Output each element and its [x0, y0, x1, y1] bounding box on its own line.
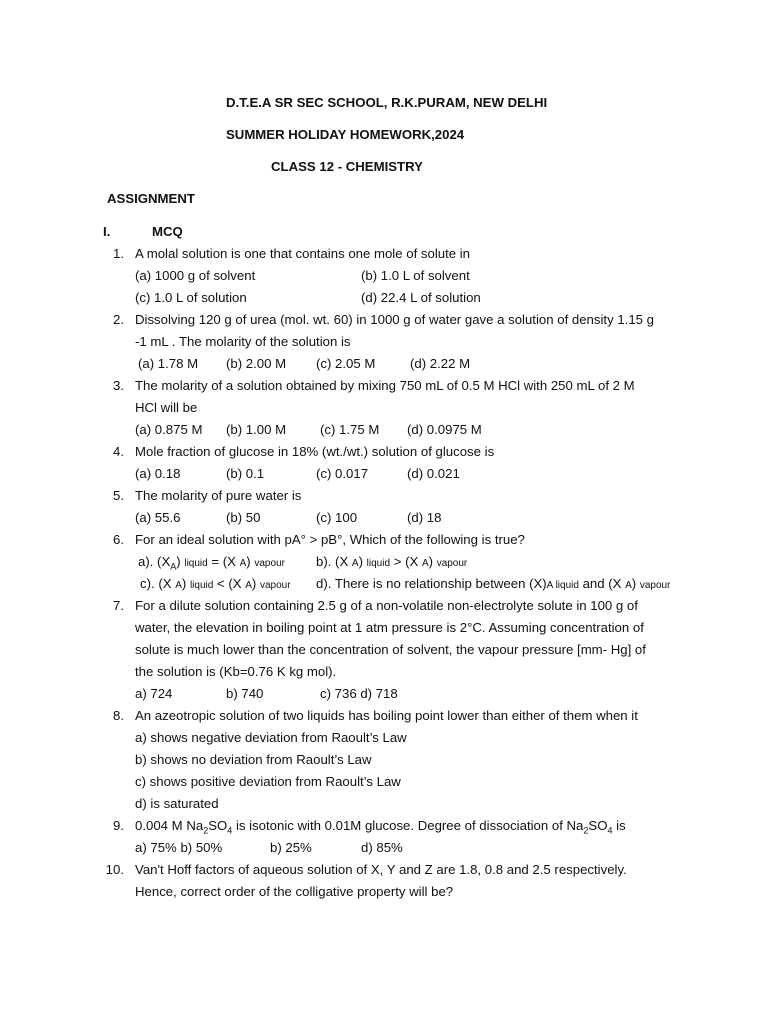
option-d: (d) 22.4 L of solution [361, 290, 481, 305]
question-text: water, the elevation in boiling point at 1 atm pressure is 2°C. Assuming concentration of [135, 620, 644, 635]
question-text: Hence, correct order of the colligative property will be? [135, 884, 454, 899]
option-a: (a) 0.18 [135, 466, 181, 481]
section-title: MCQ [152, 224, 183, 239]
question-text: A molal solution is one that contains one mole of solute in [135, 246, 471, 261]
option-d: (d) 2.22 M [410, 356, 471, 371]
option-d: d) 85% [361, 840, 403, 855]
option-b: (b) 1.0 L of solvent [361, 268, 470, 283]
question-text: Mole fraction of glucose in 18% (wt./wt.) solution of glucose is [135, 444, 495, 459]
option-c: c). (X A) liquid < (X A) vapour [140, 576, 291, 591]
question-text: An azeotropic solution of two liquids has boiling point lower than either of them when it [135, 708, 638, 723]
question-number: 10. [105, 862, 124, 877]
option-b: b). (X A) liquid > (X A) vapour [316, 554, 468, 569]
option-b: b) 25% [270, 840, 312, 855]
question-text: the solution is (Kb=0.76 K kg mol). [135, 664, 337, 679]
section-roman: I. [103, 224, 111, 239]
school-name: D.T.E.A SR SEC SCHOOL, R.K.PURAM, NEW DELHI [226, 95, 548, 110]
question-text: Dissolving 120 g of urea (mol. wt. 60) in 1000 g of water gave a solution of density 1.15 g [135, 312, 655, 327]
assignment-heading: ASSIGNMENT [107, 191, 195, 206]
question-text: For a dilute solution containing 2.5 g of a non-volatile non-electrolyte solute in 100 g of [135, 598, 638, 613]
question-text: -1 mL . The molarity of the solution is [135, 334, 351, 349]
option-a: a) 724 [135, 686, 173, 701]
question-number: 7. [113, 598, 124, 613]
question-number: 5. [113, 488, 124, 503]
option-d: d). There is no relationship between (X)A liquid and (X A) vapour [316, 576, 671, 591]
option-d: d) is saturated [135, 796, 219, 811]
option-d: (d) 0.021 [407, 466, 460, 481]
option-c: (c) 1.0 L of solution [135, 290, 247, 305]
option-d: (d) 18 [407, 510, 442, 525]
option-b: b) 740 [226, 686, 264, 701]
homework-title: SUMMER HOLIDAY HOMEWORK,2024 [226, 127, 465, 142]
option-c: (c) 100 [316, 510, 358, 525]
option-b: (b) 2.00 M [226, 356, 287, 371]
question-number: 9. [113, 818, 124, 833]
option-b: (b) 50 [226, 510, 261, 525]
option-c-d: c) 736 d) 718 [320, 686, 398, 701]
question-text: The molarity of pure water is [135, 488, 302, 503]
question-number: 1. [113, 246, 124, 261]
question-number: 2. [113, 312, 124, 327]
option-c: (c) 1.75 M [320, 422, 380, 437]
question-number: 4. [113, 444, 124, 459]
option-c: c) shows positive deviation from Raoult’s Law [135, 774, 401, 789]
question-number: 8. [113, 708, 124, 723]
option-a-b: a) 75% b) 50% [135, 840, 223, 855]
question-text: 0.004 M $Na_2SO_4$ is isotonic with 0.01M glucose. Degree of dissociation of $Na_2SO_4$ is [135, 818, 626, 836]
option-a: (a) 0.875 M [135, 422, 203, 437]
class-title: CLASS 12 - CHEMISTRY [271, 159, 423, 174]
question-text: solute is much lower than the concentration of solvent, the vapour pressure [mm- Hg] of [135, 642, 646, 657]
question-text: The molarity of a solution obtained by mixing 750 mL of 0.5 M HCl with 250 mL of 2 M [135, 378, 635, 393]
question-text: For an ideal solution with pA° > pB°, Which of the following is true? [135, 532, 525, 547]
option-a: (a) 1.78 M [138, 356, 199, 371]
question-text: Van't Hoff factors of aqueous solution of X, Y and Z are 1.8, 0.8 and 2.5 respectively. [135, 862, 627, 877]
question-text: HCl will be [135, 400, 198, 415]
option-a: a). $(X_A)$ liquid = (X A) vapour [138, 554, 285, 572]
option-a: a) shows negative deviation from Raoult’s Law [135, 730, 407, 745]
option-d: (d) 0.0975 M [407, 422, 482, 437]
option-a: (a) 1000 g of solvent [135, 268, 256, 283]
option-c: (c) 0.017 [316, 466, 369, 481]
question-number: 6. [113, 532, 124, 547]
option-b: b) shows no deviation from Raoult’s Law [135, 752, 372, 767]
option-c: (c) 2.05 M [316, 356, 376, 371]
option-b: (b) 0.1 [226, 466, 265, 481]
question-number: 3. [113, 378, 124, 393]
option-a: (a) 55.6 [135, 510, 181, 525]
option-b: (b) 1.00 M [226, 422, 287, 437]
